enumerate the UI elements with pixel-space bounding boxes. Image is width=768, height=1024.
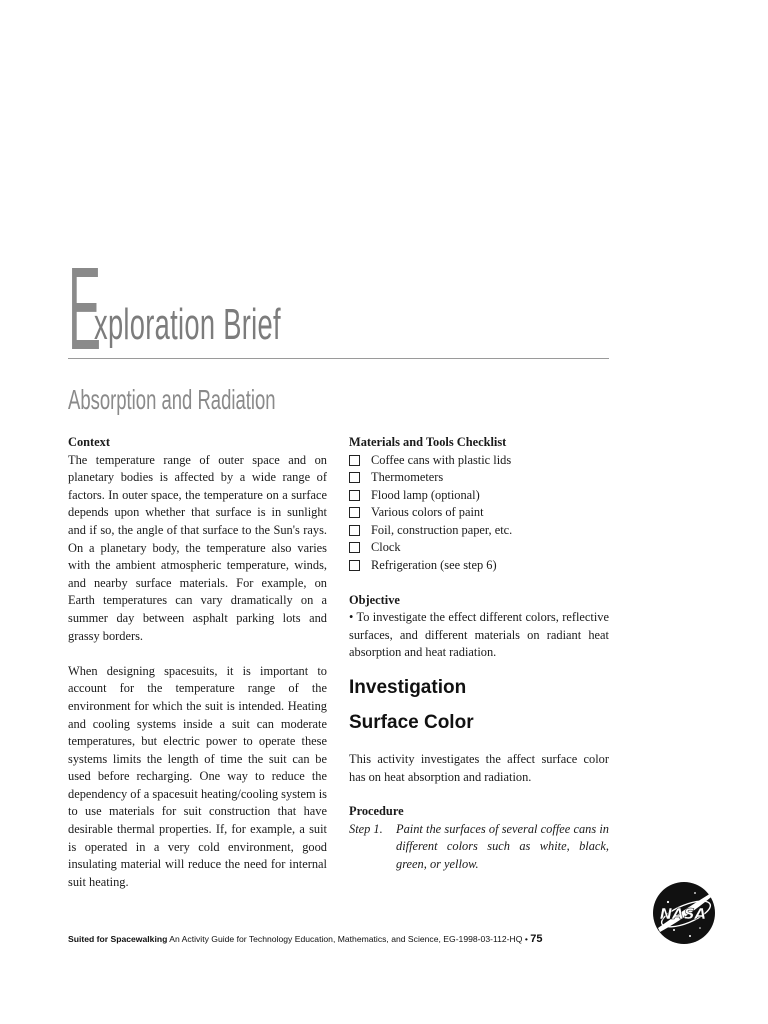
title-text: xploration Brief [94, 300, 281, 349]
section-subtitle: Absorption and Radiation [68, 384, 276, 415]
checkbox-icon [349, 525, 360, 536]
right-column [349, 434, 609, 874]
checkbox-icon [349, 542, 360, 553]
footer-book-title: Suited for Spacewalking [68, 934, 168, 944]
page-footer [68, 933, 628, 945]
context-heading: Context [68, 435, 110, 449]
checkbox-icon [349, 560, 360, 571]
investigation-text: This activity investigates the affect surface color has on heat absorption and radiation. [349, 752, 609, 784]
checklist-item [349, 504, 609, 522]
title-initial: E [68, 243, 102, 375]
checklist-item-label: Coffee cans with plastic lids [371, 452, 512, 467]
materials-heading: Materials and Tools Checklist [349, 435, 507, 449]
checkbox-icon [349, 507, 360, 518]
checklist-item [349, 452, 609, 470]
checklist-item [349, 469, 609, 487]
step-text: Paint the surfaces of several coffee cans in different colors such as white, black, green, or yellow. [396, 821, 609, 872]
footer-description: An Activity Guide for Technology Education, Mathematics, and Science, EG-1998-03-112-HQ [169, 934, 523, 944]
objective-text: • To investigate the effect different colors, reflective surfaces, and different materials on radiant heat absorption and heat radiation. [349, 610, 609, 660]
footer-bullet: • [524, 934, 528, 944]
nasa-logo-text: NASA [659, 905, 707, 923]
checklist-item-label: Flood lamp (optional) [371, 487, 480, 502]
checklist-item-label: Clock [371, 540, 401, 555]
context-paragraph-2: When designing spacesuits, it is important to account for the temperature range of the environment for which the suit is intended. Heating and cooling systems inside a suit can moderate temperatures, but electric power to operate these systems limits the length of time the suit can be used before recharging. One way to reduce the dependency of a spacesuit heating/cooling system is to use materials for suit construction that have desirable thermal properties. If, for example, a suit is operated in a very cold environment, good insulating material will reduce the need for internal suit heating. [68, 663, 327, 889]
left-column [68, 434, 327, 891]
checkbox-icon [349, 490, 360, 501]
surface-color-heading: Surface Color [349, 712, 474, 734]
nasa-logo-icon [650, 878, 730, 948]
step-label: Step 1. [349, 821, 383, 836]
checklist-item-label: Foil, construction paper, etc. [371, 522, 513, 537]
page-title [68, 243, 608, 375]
page-number: 75 [530, 933, 543, 945]
context-paragraph-1: The temperature range of outer space and on planetary bodies is affected by a wide range of factors. In outer space, the temperature on a surface depends upon whether that surface is in sunlight and if so, the angle of that surface to the Sun's rays. On a planetary body, the temperature also varies with the ambient atmospheric temperature, winds, and nearby surface materials. For example, on Earth temperatures can vary dramatically on a summer day between asphalt parking lots and grassy borders. [68, 452, 327, 643]
investigation-heading: Investigation [349, 677, 467, 699]
checkbox-icon [349, 455, 360, 466]
checklist-item [349, 539, 609, 557]
checklist-item [349, 487, 609, 505]
checklist-item-label: Refrigeration (see step 6) [371, 557, 497, 572]
procedure-step [349, 821, 609, 874]
checklist-item-label: Various colors of paint [371, 505, 484, 520]
checklist-item-label: Thermometers [371, 470, 444, 485]
checklist-item [349, 557, 609, 575]
objective-heading: Objective [349, 592, 400, 607]
materials-checklist [349, 452, 609, 575]
checklist-item [349, 522, 609, 540]
procedure-heading: Procedure [349, 804, 404, 819]
checkbox-icon [349, 472, 360, 483]
title-divider [68, 358, 609, 359]
